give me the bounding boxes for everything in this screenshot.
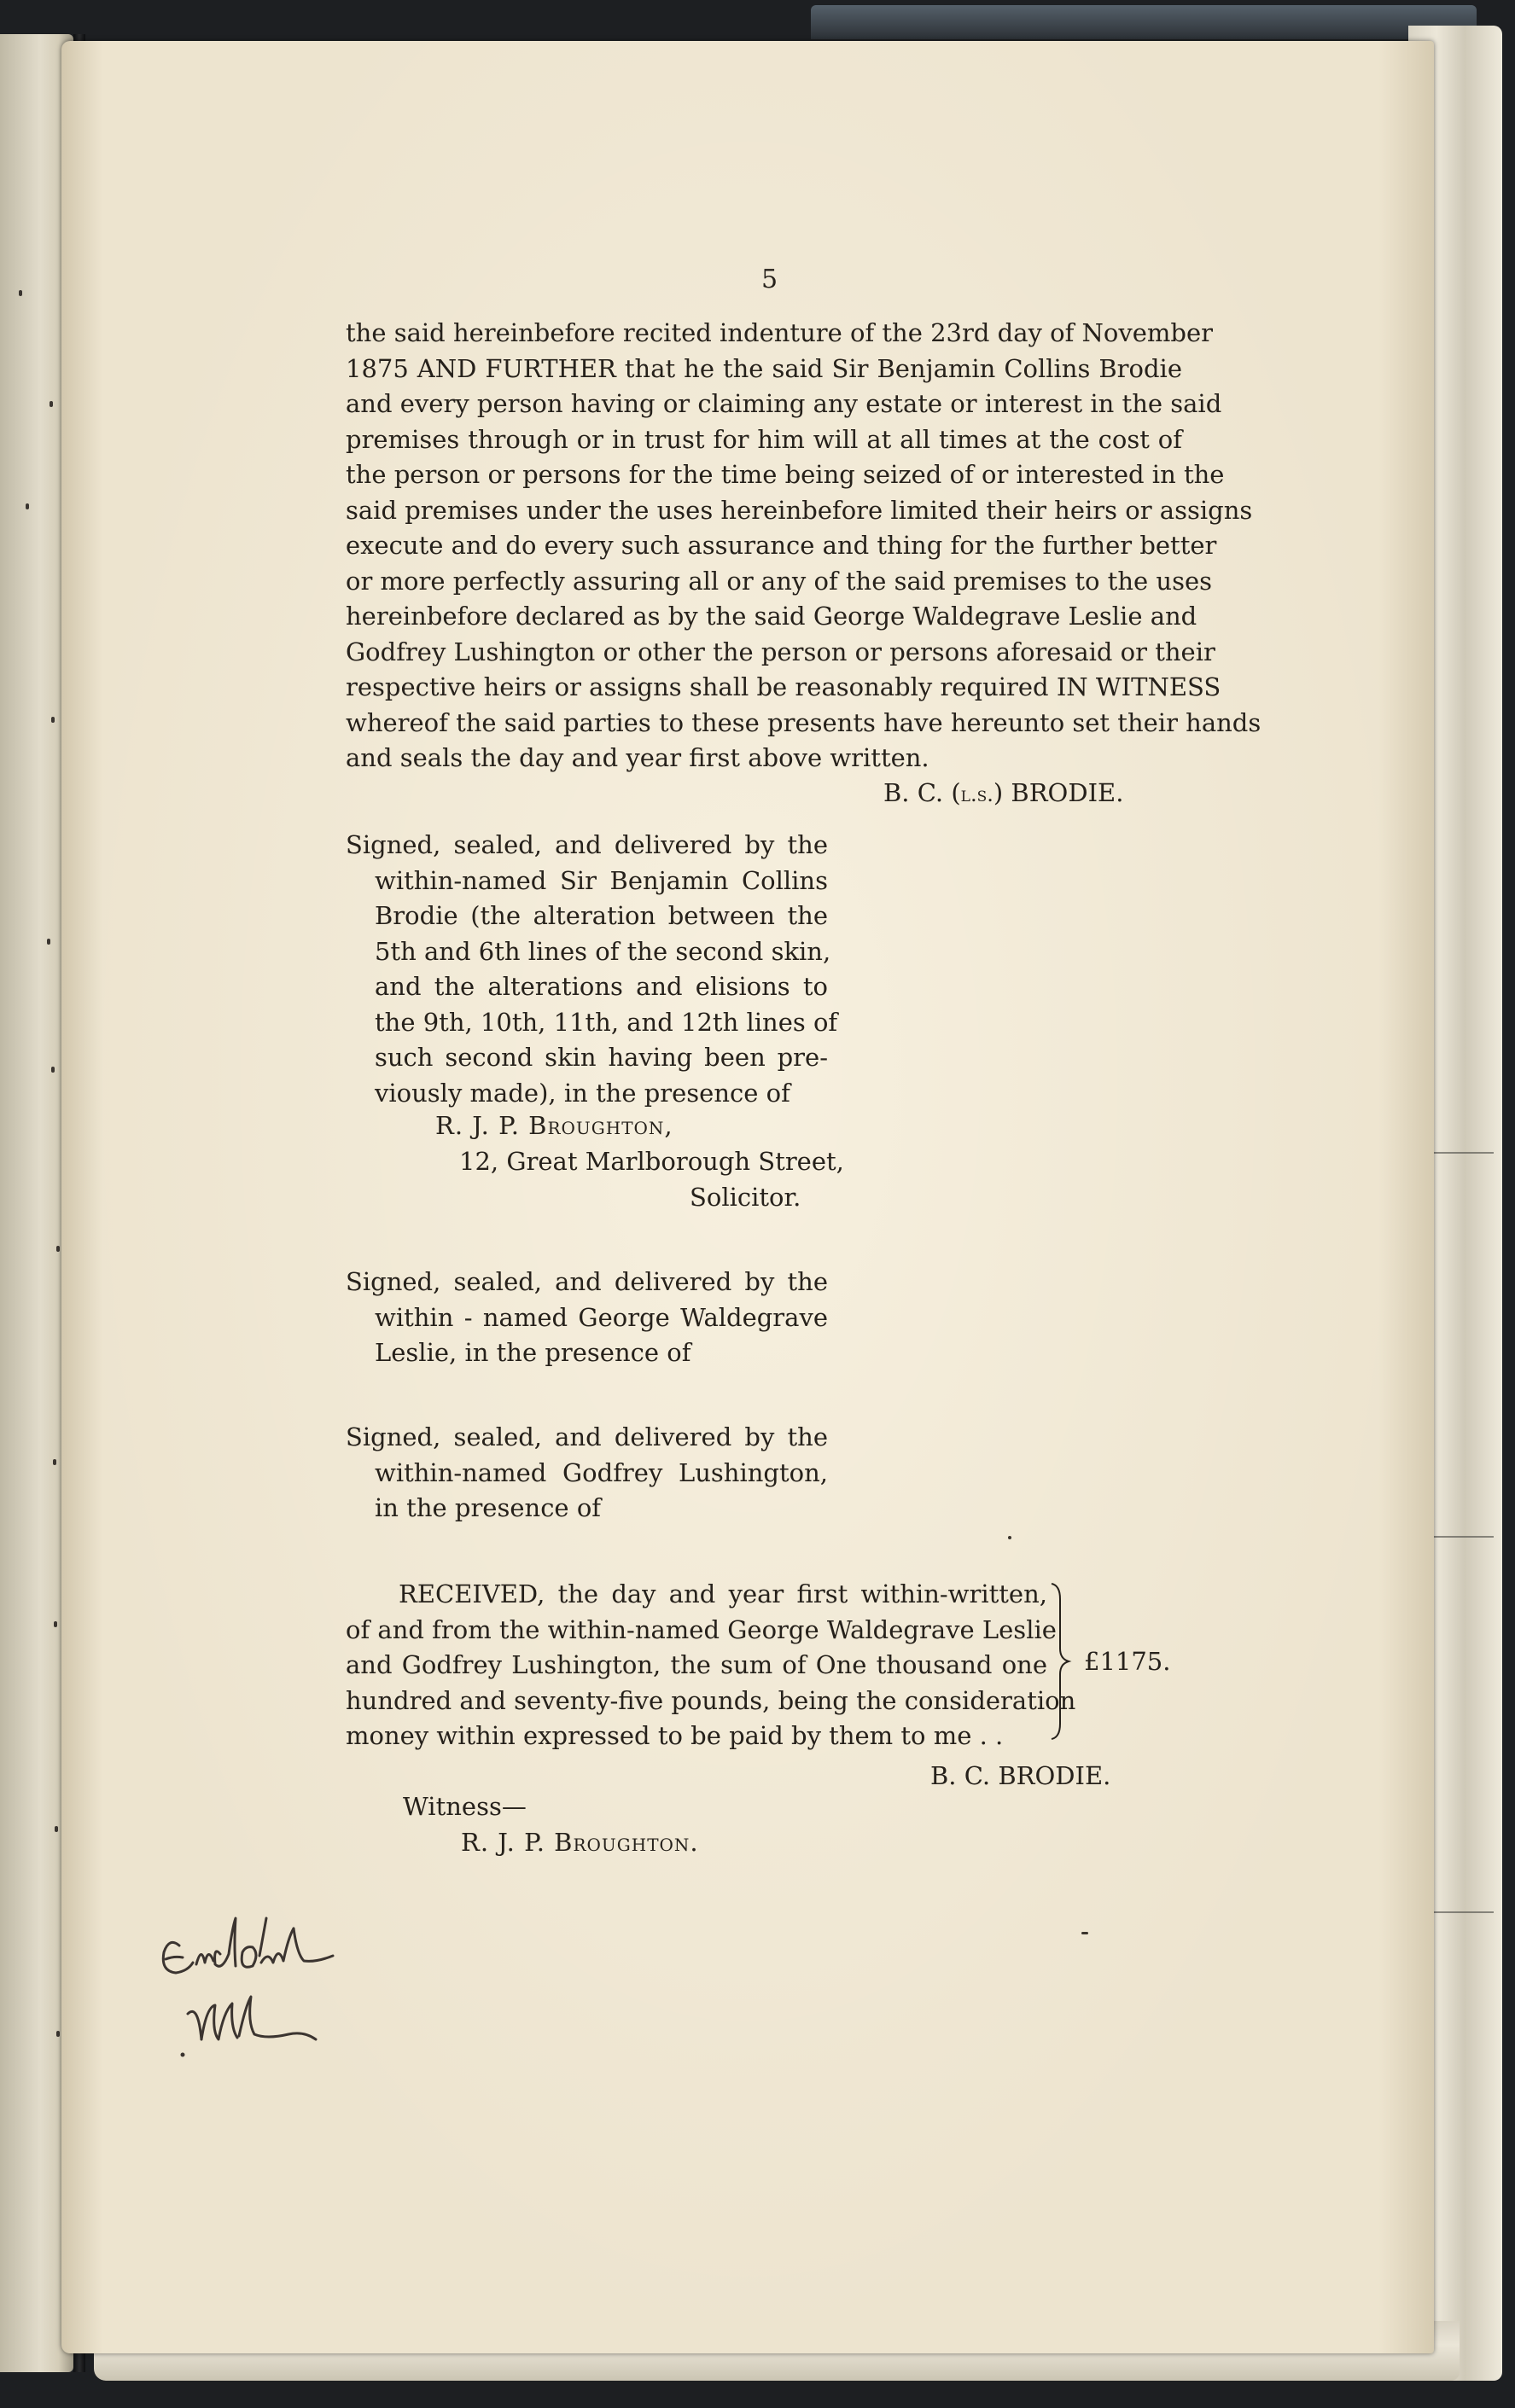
- attestation-line: viously made), in the presence of: [375, 1078, 790, 1108]
- paper-speck: [1081, 1932, 1088, 1934]
- body-line: Godfrey Lushington or other the person or persons aforesaid or their: [346, 637, 1215, 666]
- witness-role: Solicitor.: [690, 1183, 801, 1212]
- attestation-line: Signed, sealed, and delivered by the: [346, 1422, 828, 1451]
- signature-prefix: B. C. (: [883, 778, 961, 807]
- body-line: said premises under the uses hereinbefore limited their heirs or assigns: [346, 495, 1253, 525]
- receipt-signatory: B. C. BRODIE.: [930, 1761, 1111, 1790]
- body-line: respective heirs or assigns shall be reasonably required IN WITNESS: [346, 672, 1221, 701]
- receipt-line: RECEIVED, the day and year first within-written,: [399, 1579, 1047, 1608]
- receipt-paragraph: [346, 1577, 1076, 1754]
- body-line: execute and do every such assurance and thing for the further better: [346, 531, 1217, 560]
- receipt-line: hundred and seventy-five pounds, being the consideration: [346, 1685, 1076, 1715]
- binding-top-edge: [811, 5, 1477, 39]
- brodie-signature-line: [883, 778, 1123, 807]
- attestation-line: in the presence of: [375, 1493, 602, 1522]
- attestation-line: the 9th, 10th, 11th, and 12th lines of: [375, 1007, 838, 1037]
- attestation-line: Signed, sealed, and delivered by the: [346, 830, 828, 859]
- attestation-line: Leslie, in the presence of: [375, 1338, 691, 1367]
- receipt-line: and Godfrey Lushington, the sum of One thousand one: [346, 1650, 1047, 1679]
- receipt-witness-label: Witness—: [403, 1792, 527, 1821]
- attestation-line: within - named George Waldegrave: [375, 1302, 828, 1332]
- seal-mark: l.s.: [960, 782, 993, 806]
- body-line: or more perfectly assuring all or any of the said premises to the uses: [346, 566, 1212, 596]
- attestation-leslie: [346, 1265, 828, 1371]
- attestation-brodie: [346, 828, 838, 1111]
- body-line: hereinbefore declared as by the said George Waldegrave Leslie and: [346, 602, 1197, 631]
- body-line: and seals the day and year first above written.: [346, 743, 929, 772]
- attestation-line: 5th and 6th lines of the second skin,: [375, 936, 831, 966]
- receipt-amount: £1175.: [1084, 1647, 1171, 1676]
- receipt-brace: [1048, 1580, 1074, 1742]
- attestation-line: such second skin having been pre-: [375, 1043, 828, 1072]
- body-line: and every person having or claiming any estate or interest in the said: [346, 389, 1222, 418]
- attestation-line: within-named Godfrey Lushington,: [375, 1457, 828, 1487]
- receipt-line: of and from the within-named George Waldegrave Leslie: [346, 1614, 1057, 1644]
- body-line: whereof the said parties to these presents have hereunto set their hands: [346, 707, 1262, 737]
- handwritten-annotation: [154, 1911, 376, 2091]
- deed-body-paragraph: [346, 316, 1262, 776]
- body-line: the said hereinbefore recited indenture of the 23rd day of November: [346, 318, 1213, 347]
- body-line: the person or persons for the time being seized of or interested in the: [346, 460, 1225, 489]
- attestation-line: and the alterations and elisions to: [375, 972, 828, 1001]
- receipt-line: money within expressed to be paid by them to me . .: [346, 1721, 1004, 1750]
- body-line: premises through or in trust for him will at all times at the cost of: [346, 424, 1182, 454]
- body-line: 1875 AND FURTHER that he the said Sir Benjamin Collins Brodie: [346, 353, 1182, 383]
- attestation-line: within-named Sir Benjamin Collins: [375, 865, 828, 895]
- page-number: 5: [761, 265, 778, 294]
- attestation-lushington: [346, 1420, 828, 1527]
- signature-suffix: ) BRODIE.: [993, 778, 1124, 807]
- paper-speck: [1008, 1536, 1011, 1539]
- attestation-line: Brodie (the alteration between the: [375, 901, 828, 930]
- attestation-line: Signed, sealed, and delivered by the: [346, 1267, 828, 1296]
- witness-address: 12, Great Marlborough Street,: [459, 1147, 844, 1176]
- receipt-witness-name: R. J. P. Broughton.: [461, 1828, 699, 1857]
- witness-name: R. J. P. Broughton,: [435, 1111, 673, 1140]
